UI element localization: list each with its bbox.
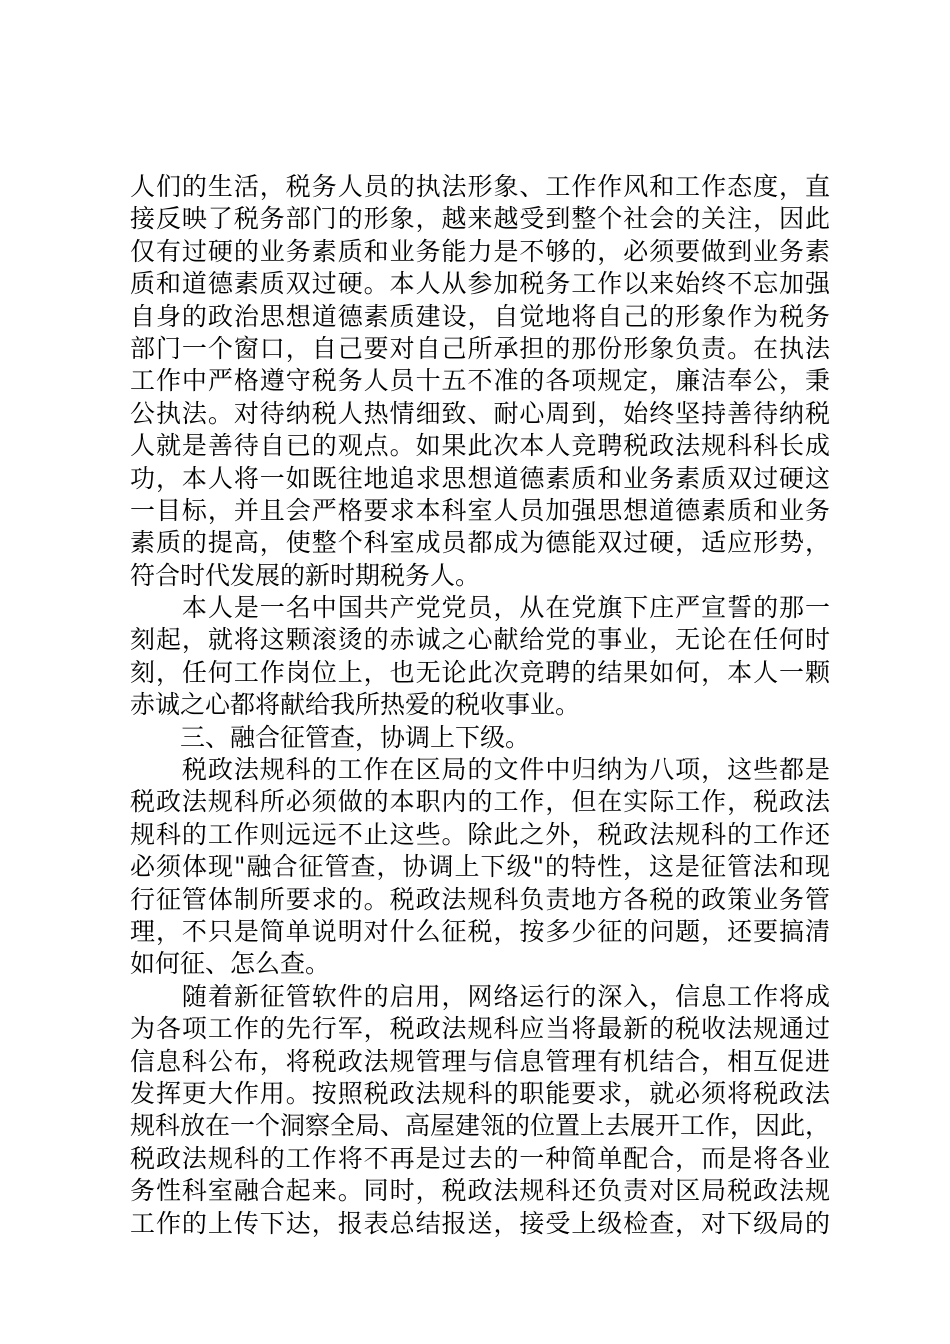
text-line: 理，不只是简单说明对什么征税，按多少征的问题，还要搞清 (130, 916, 830, 946)
text-line: 行征管体制所要求的。税政法规科负责地方各税的政策业务管 (130, 884, 830, 914)
text-line: 信息科公布，将税政法规管理与信息管理有机结合，相互促进 (130, 1046, 830, 1076)
body-text (130, 171, 830, 1240)
text-line: 规科放在一个洞察全局、高屋建瓴的位置上去展开工作，因此， (130, 1111, 831, 1141)
text-line: 质和道德素质双过硬。本人从参加税务工作以来始终不忘加强 (130, 269, 830, 299)
text-line: 税政法规科的工作在区局的文件中归纳为八项，这些都是 (130, 755, 830, 785)
text-line: 税政法规科所必须做的本职内的工作，但在实际工作，税政法 (130, 787, 830, 817)
text-line: 工作中严格遵守税务人员十五不准的各项规定，廉洁奉公，秉 (130, 366, 830, 396)
text-line: 刻起，就将这颗滚烫的赤诚之心献给党的事业，无论在任何时 (130, 625, 830, 655)
text-line: 自身的政治思想道德素质建设，自觉地将自己的形象作为税务 (130, 301, 830, 331)
text-line: 接反映了税务部门的形象，越来越受到整个社会的关注，因此 (130, 204, 830, 234)
text-line: 部门一个窗口，自己要对自己所承担的那份形象负责。在执法 (130, 333, 830, 363)
text-line: 如何征、怎么查。 (130, 949, 331, 979)
text-line: 随着新征管软件的启用，网络运行的深入，信息工作将成 (130, 981, 830, 1011)
text-line: 公执法。对待纳税人热情细致、耐心周到，始终坚持善待纳税 (130, 398, 830, 428)
text-line: 仅有过硬的业务素质和业务能力是不够的，必须要做到业务素 (130, 236, 830, 266)
text-line: 本人是一名中国共产党党员，从在党旗下庄严宣誓的那一 (130, 593, 830, 623)
text-line: 规科的工作则远远不止这些。除此之外，税政法规科的工作还 (130, 819, 830, 849)
text-line: 素质的提高，使整个科室成员都成为德能双过硬，适应形势， (130, 528, 830, 558)
text-line: 人们的生活，税务人员的执法形象、工作作风和工作态度，直 (130, 172, 830, 201)
text-line: 刻，任何工作岗位上，也无论此次竞聘的结果如何，本人一颗 (130, 657, 830, 687)
text-line: 发挥更大作用。按照税政法规科的职能要求，就必须将税政法 (130, 1078, 830, 1108)
text-line: 一目标，并且会严格要求本科室人员加强思想道德素质和业务 (130, 495, 830, 525)
text-line: 税政法规科的工作将不再是过去的一种简单配合，而是将各业 (130, 1143, 830, 1173)
text-line: 三、融合征管查，协调上下级。 (130, 722, 531, 752)
text-line: 必须体现"融合征管查，协调上下级"的特性，这是征管法和现 (130, 852, 830, 882)
text-line: 功，本人将一如既往地追求思想道德素质和业务素质双过硬这 (130, 463, 830, 493)
text-line: 人就是善待自已的观点。如果此次本人竞聘税政法规科科长成 (130, 431, 830, 461)
text-line: 为各项工作的先行军，税政法规科应当将最新的税收法规通过 (130, 1014, 830, 1044)
text-line: 工作的上传下达，报表总结报送，接受上级检查，对下级局的 (130, 1208, 830, 1238)
text-line: 符合时代发展的新时期税务人。 (130, 560, 481, 590)
text-line: 赤诚之心都将献给我所热爱的税收事业。 (130, 690, 581, 720)
text-line: 务性科室融合起来。同时，税政法规科还负责对区局税政法规 (130, 1176, 830, 1206)
